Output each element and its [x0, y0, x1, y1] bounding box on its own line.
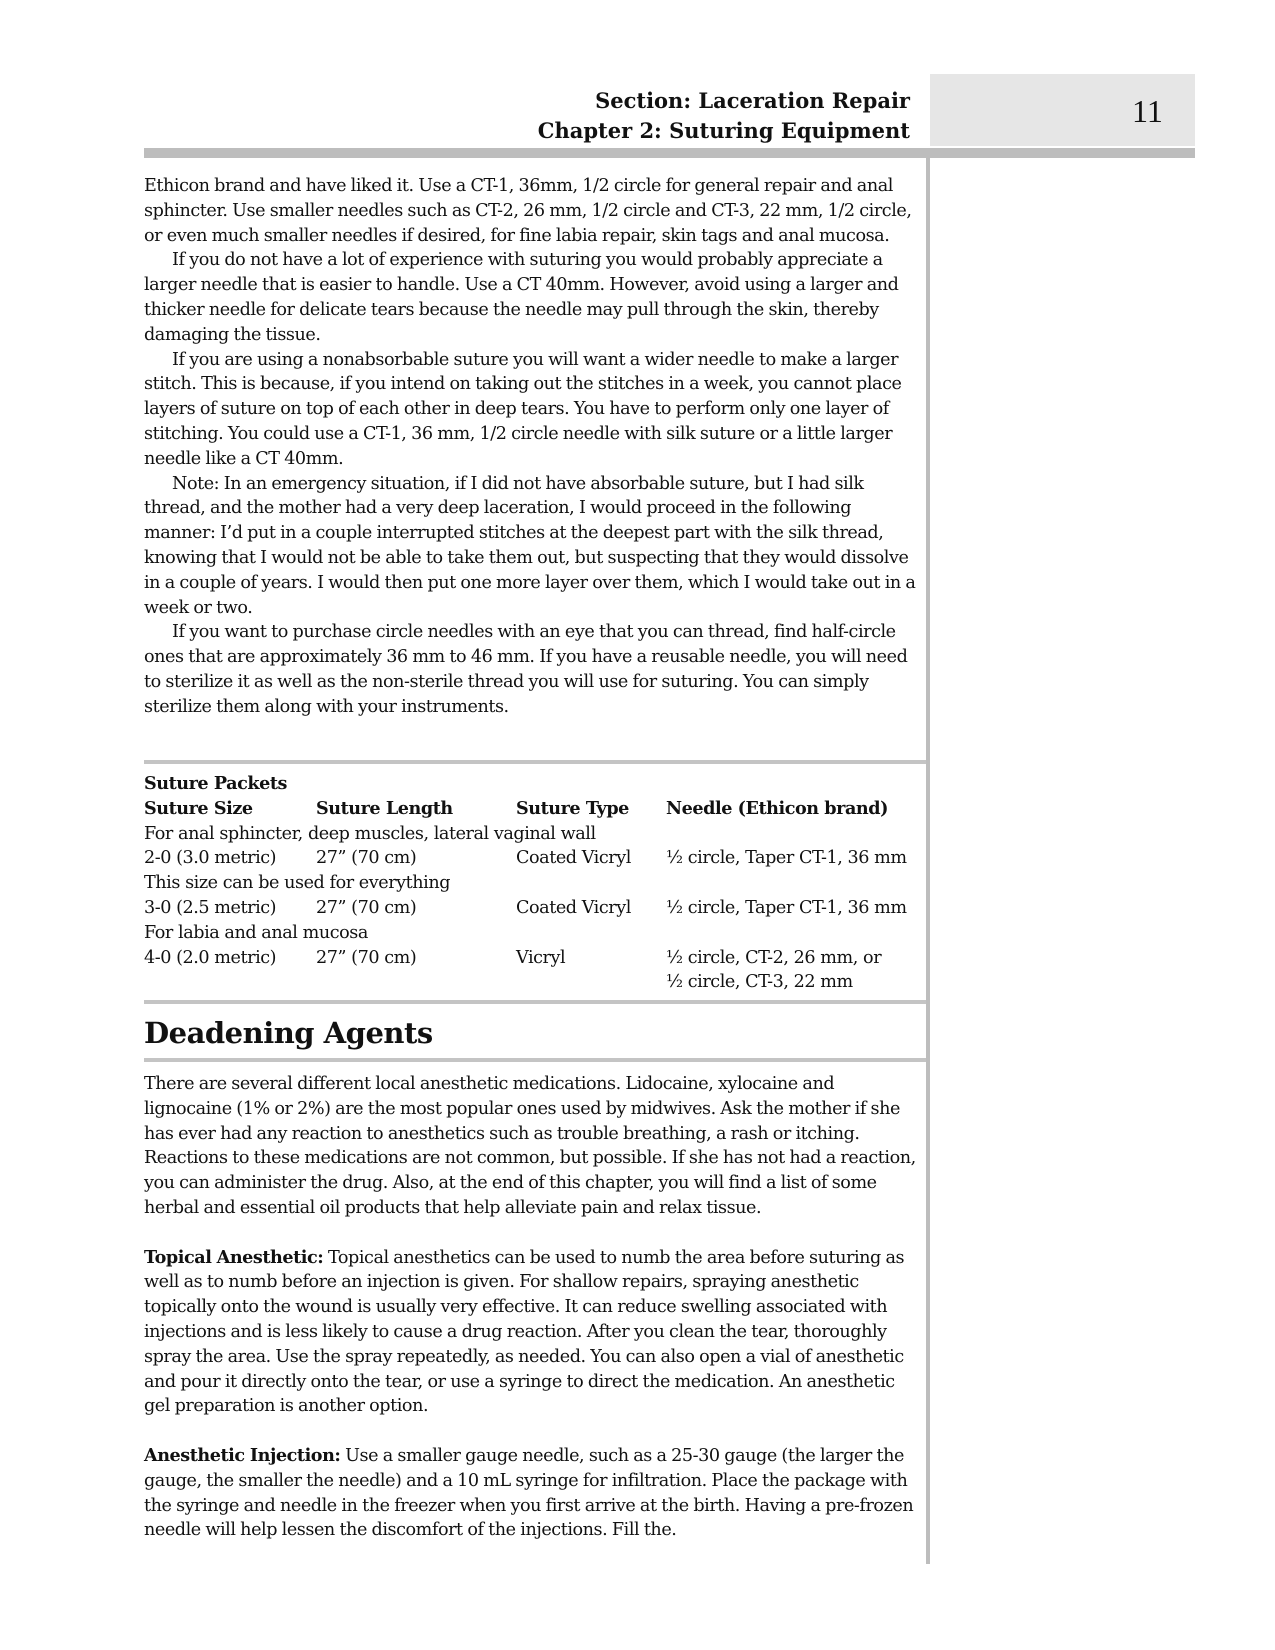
- header-needle: Needle (Ethicon brand): [666, 797, 888, 819]
- table-header-row: [144, 797, 926, 822]
- cell-needle: ½ circle, Taper CT-1, 36 mm: [666, 848, 907, 869]
- cell-needle-alt: ½ circle, CT-3, 22 mm: [666, 972, 853, 993]
- table-note-row: [144, 871, 926, 896]
- cell-type: Coated Vicryl: [516, 848, 631, 869]
- cell-needle: ½ circle, CT-2, 26 mm, or: [666, 947, 882, 968]
- paragraph-5: If you want to purchase circle needles with an eye that you can thread, find half-circle ones that are approximately 36 mm to 46 mm. If you have a reusable needle, you will need to sterilize it as well as the non-sterile thread you will use for suturing. You can simply sterilize them along with your instruments.: [144, 622, 908, 717]
- table-title-row: [144, 772, 926, 797]
- paragraph-3: If you are using a nonabsorbable suture you will want a wider needle to make a larger stitch. This is because, if you intend on taking out the stitches in a week, you cannot place layers of suture on top of each other in deep tears. You have to perform only one layer of stitching. You could use a CT-1, 36 mm, 1/2 circle needle with silk suture or a little larger needle like a CT 40mm.: [144, 349, 902, 469]
- topical-text: Topical anesthetics can be used to numb the area before suturing as well as to numb before an injection is given. For shallow repairs, spraying anesthetic topically onto the wound is usually very effective. It can reduce swelling associated with injections and is less likely to cause a drug reaction. After you clean the tear, thoroughly spray the area. Use the spray repeatedly, as needed. You can also open a vial of anesthetic and pour it directly onto the tear, or use a syringe to direct the medication. An anesthetic gel preparation is another option.: [144, 1247, 905, 1417]
- body-text-top: [144, 174, 924, 720]
- header-rule: [144, 148, 1195, 158]
- cell-size: 4-0 (2.0 metric): [144, 947, 277, 968]
- table-title: Suture Packets: [144, 773, 287, 794]
- cell-length: 27” (70 cm): [316, 947, 417, 968]
- paragraph-2: If you do not have a lot of experience with suturing you would probably appreciate a larger needle that is easier to handle. Use a CT 40mm. However, avoid using a larger and thicker needle for delicate tears because the needle may pull through the skin, thereby damaging the tissue.: [144, 250, 899, 345]
- injection-text: Use a smaller gauge needle, such as a 25-30 gauge (the larger the gauge, the smaller the needle) and a 10 mL syringe for infiltration. Place the package with the syringe and needle in the freezer when you first arrive at the birth. Having a pre-frozen needle will help lessen the discomfort of the injections. Fill the.: [144, 1445, 914, 1541]
- divider-2: [144, 1000, 926, 1004]
- header-suture-size: Suture Size: [144, 797, 253, 819]
- injection-lead: Anesthetic Injection:: [144, 1444, 341, 1466]
- right-margin-rule: [926, 156, 930, 1564]
- header-suture-length: Suture Length: [316, 797, 453, 819]
- cell-length: 27” (70 cm): [316, 897, 417, 918]
- topical-paragraph: [144, 1246, 924, 1420]
- table-note-row: [144, 921, 926, 946]
- deadening-intro: There are several different local anesthetic medications. Lidocaine, xylocaine and lignocaine (1% or 2%) are the most popular ones used by midwives. Ask the mother if she has ever had any reaction to anesthetics such as trouble breathing, a rash or itching. Reactions to these medications are not common, but possible. If she has not had a reaction, you can administer the drug. Also, at the end of this chapter, you will find a list of some herbal and essential oil products that help alleviate pain and relax tissue.: [144, 1074, 916, 1218]
- injection-paragraph: [144, 1444, 924, 1543]
- cell-length: 27” (70 cm): [316, 848, 417, 869]
- table-note-row: [144, 822, 926, 847]
- divider-1: [144, 760, 926, 764]
- group-note: For anal sphincter, deep muscles, lateral vaginal wall: [144, 823, 596, 844]
- table-row: [144, 946, 926, 971]
- cell-type: Vicryl: [516, 947, 566, 968]
- table-row: [144, 846, 926, 871]
- header-suture-type: Suture Type: [516, 797, 629, 819]
- topical-lead: Topical Anesthetic:: [144, 1246, 324, 1268]
- page-number: 11: [1132, 93, 1163, 129]
- table-row: [144, 896, 926, 921]
- cell-type: Coated Vicryl: [516, 897, 631, 918]
- paragraph-1: Ethicon brand and have liked it. Use a CT-1, 36mm, 1/2 circle for general repair and anal sphincter. Use smaller needles such as CT-2, 26 mm, 1/2 circle and CT-3, 22 mm, 1/2 circle, or even much smaller needles if desired, for fine labia repair, skin tags and anal mucosa.: [144, 176, 912, 246]
- chapter-title: Chapter 2: Suturing Equipment: [537, 118, 910, 143]
- table-row-continued: [144, 970, 926, 995]
- paragraph-4: Note: In an emergency situation, if I did not have absorbable suture, but I had silk thread, and the mother had a very deep laceration, I would proceed in the following manner: I’d put in a couple interrupted stitches at the deepest part with the silk thread, knowing that I would not be able to take them out, but suspecting that they would dissolve in a couple of years. I would then put one more layer over them, which I would take out in a week or two.: [144, 473, 916, 618]
- group-note: This size can be used for everything: [144, 873, 451, 894]
- group-note: For labia and anal mucosa: [144, 922, 368, 943]
- suture-packets-table: [144, 772, 926, 995]
- cell-needle: ½ circle, Taper CT-1, 36 mm: [666, 897, 907, 918]
- running-header: [400, 86, 910, 146]
- cell-size: 3-0 (2.5 metric): [144, 897, 277, 918]
- section-title: Section: Laceration Repair: [595, 88, 910, 113]
- cell-size: 2-0 (3.0 metric): [144, 848, 277, 869]
- body-text-bottom: [144, 1072, 924, 1543]
- section-heading: Deadening Agents: [144, 1016, 433, 1050]
- divider-3: [144, 1058, 926, 1062]
